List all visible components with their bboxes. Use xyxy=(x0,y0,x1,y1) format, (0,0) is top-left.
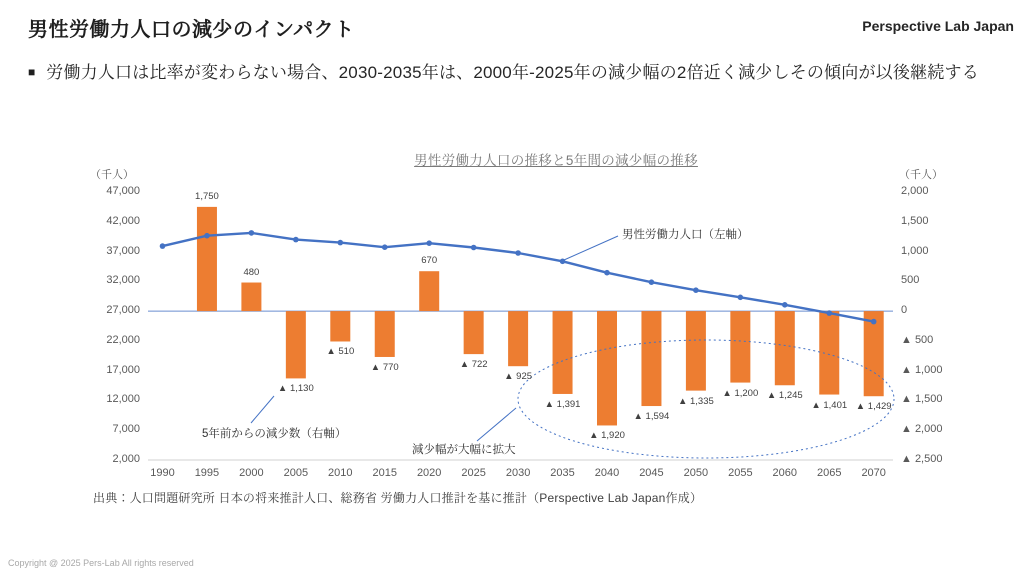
x-tick-2010: 2010 xyxy=(328,467,353,479)
bar-2030 xyxy=(508,311,528,366)
x-tick-2055: 2055 xyxy=(728,467,753,479)
x-tick-2015: 2015 xyxy=(372,467,397,479)
line-marker-2035 xyxy=(560,259,566,265)
bar-label-2055: ▲ 1,200 xyxy=(722,387,759,399)
y-tick-left-8: 7,000 xyxy=(112,423,140,436)
y-tick-left-7: 12,000 xyxy=(106,393,140,406)
bar-2060 xyxy=(775,311,795,385)
line-marker-2010 xyxy=(338,240,344,246)
bar-label-1995: 1,750 xyxy=(195,190,219,202)
bullet-square-icon: ■ xyxy=(28,65,36,79)
y-tick-right-4: 0 xyxy=(901,304,908,317)
chart-title: 男性労働力人口の推移と5年間の減少幅の推移 xyxy=(414,153,698,168)
annotation-bar-series: 5年前からの減少数（右軸） xyxy=(202,428,347,440)
y-tick-left-1: 42,000 xyxy=(106,214,140,227)
line-marker-2055 xyxy=(738,295,744,301)
bar-2070 xyxy=(864,311,884,396)
left-axis-unit: （千人） xyxy=(90,169,134,181)
bar-label-2045: ▲ 1,594 xyxy=(633,411,670,423)
x-tick-1990: 1990 xyxy=(150,467,175,479)
bar-label-2040: ▲ 1,920 xyxy=(589,430,625,442)
key-message-text: 労働力人口は比率が変わらない場合、2030-2035年は、2000年-2025年の減少幅の2倍近く減少しその傾向が以後継続する xyxy=(46,63,979,82)
y-tick-right-0: 2,000 xyxy=(901,185,929,197)
bar-label-2020: 670 xyxy=(421,255,438,267)
line-marker-2025 xyxy=(471,245,477,251)
x-tick-2000: 2000 xyxy=(239,467,264,479)
x-tick-1995: 1995 xyxy=(194,467,220,479)
bar-2005 xyxy=(286,311,306,378)
right-axis-unit: （千人） xyxy=(899,169,943,181)
page-title: 男性労働力人口の減少のインパクト xyxy=(28,19,355,41)
annotation-ellipse-note: 減少幅が大幅に拡大 xyxy=(412,444,516,456)
y-tick-right-1: 1,500 xyxy=(901,214,929,227)
bar-label-2015: ▲ 770 xyxy=(370,361,399,373)
y-tick-right-5: ▲ 500 xyxy=(901,333,934,346)
x-tick-2040: 2040 xyxy=(594,467,620,479)
bar-2010 xyxy=(330,311,350,341)
line-marker-2060 xyxy=(782,302,788,308)
y-tick-right-3: 500 xyxy=(901,274,920,287)
bar-label-2060: ▲ 1,245 xyxy=(766,390,803,402)
y-tick-left-2: 37,000 xyxy=(106,244,140,257)
y-tick-right-7: ▲ 1,500 xyxy=(901,393,943,406)
bar-label-2070: ▲ 1,429 xyxy=(855,401,892,413)
y-tick-left-3: 32,000 xyxy=(106,274,140,287)
key-message xyxy=(28,61,996,85)
line-marker-2020 xyxy=(426,240,432,246)
line-marker-2070 xyxy=(871,319,877,325)
line-marker-2030 xyxy=(515,250,521,256)
bar-2020 xyxy=(419,271,439,311)
line-marker-2015 xyxy=(382,244,388,250)
bar-2050 xyxy=(686,311,706,391)
x-tick-2035: 2035 xyxy=(550,467,575,479)
y-tick-right-8: ▲ 2,000 xyxy=(901,423,943,436)
y-tick-left-6: 17,000 xyxy=(106,363,140,376)
y-tick-left-9: 2,000 xyxy=(112,453,140,465)
x-tick-2065: 2065 xyxy=(817,467,842,479)
y-tick-left-0: 47,000 xyxy=(106,185,140,197)
line-marker-1990 xyxy=(160,243,166,249)
x-tick-2005: 2005 xyxy=(283,467,309,479)
line-marker-2040 xyxy=(604,270,610,276)
y-tick-right-2: 1,000 xyxy=(901,244,929,257)
leader-ellipse-note xyxy=(477,408,516,441)
x-tick-2030: 2030 xyxy=(505,467,531,479)
leader-bar-series-label xyxy=(251,396,274,423)
bar-label-2000: 480 xyxy=(243,266,260,278)
bar-label-2030: ▲ 925 xyxy=(504,371,533,383)
bar-label-2065: ▲ 1,401 xyxy=(811,399,848,411)
x-tick-2045: 2045 xyxy=(639,467,664,479)
leader-line-series-label xyxy=(564,236,618,260)
y-tick-left-4: 27,000 xyxy=(106,304,140,317)
x-tick-2070: 2070 xyxy=(861,467,886,479)
annotation-line-series: 男性労働力人口（左軸） xyxy=(622,229,749,241)
x-tick-2025: 2025 xyxy=(461,467,486,479)
line-marker-2000 xyxy=(249,230,255,236)
y-tick-left-5: 22,000 xyxy=(106,333,140,346)
bar-2065 xyxy=(819,311,839,394)
brand-logo-text: Perspective Lab Japan xyxy=(862,18,1014,34)
y-tick-right-6: ▲ 1,000 xyxy=(901,363,943,376)
bar-label-2005: ▲ 1,130 xyxy=(277,383,314,395)
y-tick-right-9: ▲ 2,500 xyxy=(901,453,943,465)
x-tick-2060: 2060 xyxy=(772,467,798,479)
line-marker-2005 xyxy=(293,237,299,243)
line-marker-2065 xyxy=(826,310,832,316)
bar-2055 xyxy=(730,311,750,382)
x-tick-2020: 2020 xyxy=(416,467,442,479)
bar-label-2010: ▲ 510 xyxy=(326,346,355,358)
bar-1995 xyxy=(197,207,217,311)
copyright: Copyright @ 2025 Pers-Lab All rights reserved xyxy=(8,558,194,568)
bar-2025 xyxy=(464,311,484,354)
line-marker-2045 xyxy=(649,279,655,285)
line-marker-1995 xyxy=(204,233,210,239)
bar-label-2025: ▲ 722 xyxy=(459,359,488,371)
bar-label-2035: ▲ 1,391 xyxy=(544,398,581,410)
bar-label-2050: ▲ 1,335 xyxy=(677,395,714,407)
source-note: 出典：人口問題研究所 日本の将来推計人口、総務省 労働力人口推計を基に推計（Perspective Lab Japan作成） xyxy=(93,491,703,505)
bar-2045 xyxy=(641,311,661,406)
line-marker-2050 xyxy=(693,287,699,293)
x-tick-2050: 2050 xyxy=(683,467,709,479)
bar-2000 xyxy=(241,283,261,312)
